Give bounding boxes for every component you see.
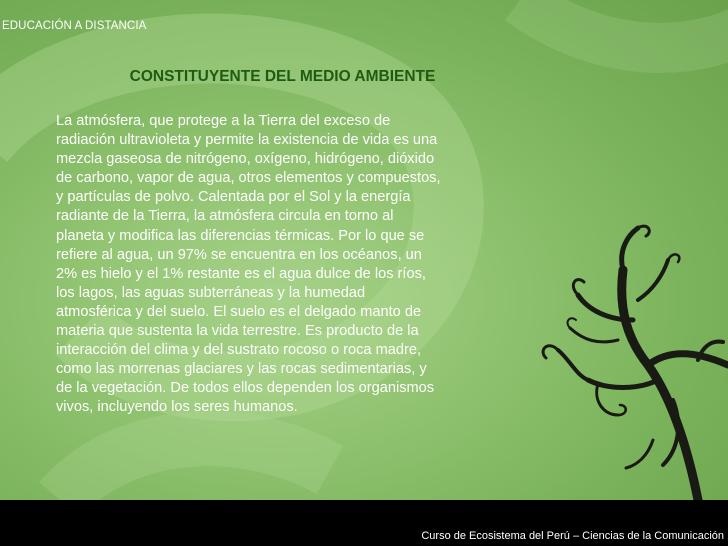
- bare-tree-icon: [498, 200, 728, 500]
- footer-bar: [0, 500, 728, 546]
- slide-title: CONSTITUYENTE DEL MEDIO AMBIENTE: [129, 68, 436, 85]
- header-label: EDUCACIÓN A DISTANCIA: [2, 20, 147, 32]
- footer-text: Curso de Ecosistema del Perú – Ciencias de la Comunicación: [421, 530, 724, 542]
- slide-body-text: La atmósfera, que protege a la Tierra del exceso de radiación ultravioleta y permite la existencia de vida es una mezcla gaseosa de nitrógeno, oxígeno, hidrógeno, dióxido de carbono, vapor de agua, otros elementos y compuestos, y partículas de polvo. Calentada por el Sol y la energía radiante de la Tierra, la atmósfera circula en torno al planeta y modifica las diferencias térmicas. Por lo que se refiere al agua, un 97% se encuentra en los océanos, un 2% es hielo y el 1% restante es el agua dulce de los ríos, los lagos, las aguas subterráneas y la humedad atmosférica y del suelo. El suelo es el delgado manto de materia que sustenta la vida terrestre. Es producto de la interacción del clima y del sustrato rocoso o roca madre, como las morrenas glaciares y las rocas sedimentarias, y de la vegetación. De todos ellos dependen los organismos vivos, incluyendo los seres humanos.: [56, 113, 441, 416]
